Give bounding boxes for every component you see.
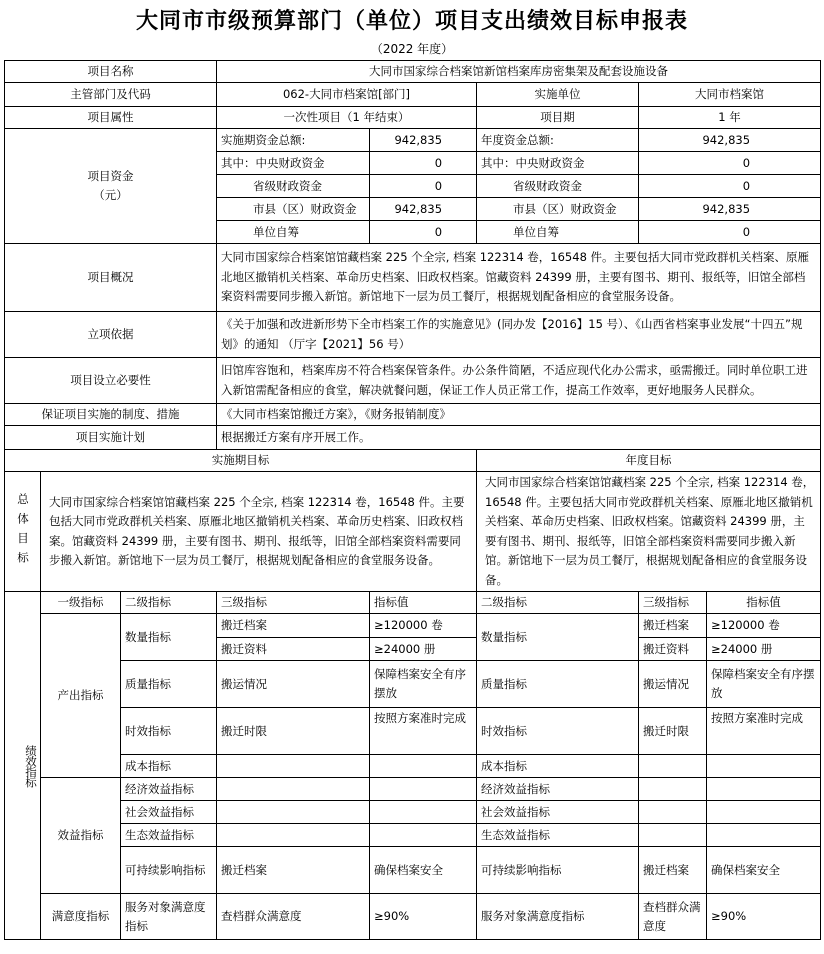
central-value-b: 0 bbox=[639, 152, 821, 175]
indicator-l3-year bbox=[639, 755, 707, 778]
year-total-value: 942,835 bbox=[639, 129, 821, 152]
header-level2-year: 二级指标 bbox=[477, 592, 639, 614]
indicator-l2: 质量指标 bbox=[121, 661, 217, 708]
indicator-l3-year bbox=[639, 778, 707, 801]
indicator-l3 bbox=[217, 801, 370, 824]
funds-unit-text: （元） bbox=[93, 188, 128, 202]
indicator-l2: 服务对象满意度指标 bbox=[121, 894, 217, 940]
indicator-l3-year: 搬迁档案 bbox=[639, 847, 707, 894]
indicator-l2-year: 可持续影响指标 bbox=[477, 847, 639, 894]
header-value-year: 指标值 bbox=[707, 592, 821, 614]
prov-label-a: 省级财政资金 bbox=[217, 175, 370, 198]
project-name-label: 项目名称 bbox=[5, 61, 217, 83]
performance-form-table bbox=[4, 60, 821, 940]
period-label: 项目期 bbox=[477, 107, 639, 129]
header-level3: 三级指标 bbox=[217, 592, 370, 614]
indicator-l3-year: 搬迁时限 bbox=[639, 708, 707, 755]
indicator-value-year bbox=[707, 824, 821, 847]
level1-output: 产出指标 bbox=[41, 614, 121, 778]
level1-satisfaction: 满意度指标 bbox=[41, 894, 121, 940]
indicator-l3: 搬迁资料 bbox=[217, 638, 370, 661]
indicator-value-year: ≥90% bbox=[707, 894, 821, 940]
indicator-value: 保障档案安全有序摆放 bbox=[370, 661, 477, 708]
impl-total-value: 942,835 bbox=[370, 129, 477, 152]
indicator-l2-year: 质量指标 bbox=[477, 661, 639, 708]
indicator-l3: 查档群众满意度 bbox=[217, 894, 370, 940]
indicator-l3: 搬迁档案 bbox=[217, 614, 370, 638]
indicator-l2-year: 生态效益指标 bbox=[477, 824, 639, 847]
indicator-l2-year: 经济效益指标 bbox=[477, 778, 639, 801]
indicator-l2: 成本指标 bbox=[121, 755, 217, 778]
indicator-l3 bbox=[217, 778, 370, 801]
self-label-a: 单位自筹 bbox=[217, 221, 370, 244]
system-value: 《大同市档案馆搬迁方案》，《财务报销制度》 bbox=[217, 404, 821, 426]
indicator-value bbox=[370, 755, 477, 778]
impl-goal-text: 大同市国家综合档案馆馆藏档案 225 个全宗, 档案 122314 卷，16548 件。主要包括大同市党政群机关档案、原雁北地区撤销机关档案、革命历史档案、旧政权档案。馆藏资料 24399 册，主要有图书、期刊、报纸等，旧馆全部档案资料需要同步搬入新馆。新馆地下一层为员工餐厅，根据规划配备相应的食堂服务设备。 bbox=[41, 472, 477, 592]
year-goal-text: 大同市国家综合档案馆馆藏档案 225 个全宗, 档案 122314 卷，16548 件。主要包括大同市党政群机关档案、原雁北地区撤销机关档案、革命历史档案、旧政权档案。馆藏资料 24399 册，主要有图书、期刊、报纸等，旧馆全部档案资料需要同步搬入新馆。新馆地下一层为员工餐厅，根据规划配备相应的食堂服务设备。 bbox=[477, 472, 821, 592]
indicator-l2-year: 数量指标 bbox=[477, 614, 639, 661]
header-level3-year: 三级指标 bbox=[639, 592, 707, 614]
indicator-value-year: 按照方案准时完成 bbox=[707, 708, 821, 755]
indicator-l2-year: 时效指标 bbox=[477, 708, 639, 755]
indicator-l2-year: 成本指标 bbox=[477, 755, 639, 778]
indicator-l3: 搬运情况 bbox=[217, 661, 370, 708]
dept-label: 主管部门及代码 bbox=[5, 83, 217, 107]
indicator-l2: 时效指标 bbox=[121, 708, 217, 755]
indicator-l3-year: 搬迁资料 bbox=[639, 638, 707, 661]
indicator-l3: 搬迁档案 bbox=[217, 847, 370, 894]
period-value: 1 年 bbox=[639, 107, 821, 129]
city-label-b: 市县（区）财政资金 bbox=[477, 198, 639, 221]
self-label-b: 单位自筹 bbox=[477, 221, 639, 244]
funds-label-text: 项目资金 bbox=[87, 169, 134, 183]
central-label-a: 其中：中央财政资金 bbox=[217, 152, 370, 175]
system-label: 保证项目实施的制度、措施 bbox=[5, 404, 217, 426]
attr-value: 一次性项目（1 年结束） bbox=[217, 107, 477, 129]
impl-unit-label: 实施单位 bbox=[477, 83, 639, 107]
indicator-l3 bbox=[217, 824, 370, 847]
central-value-a: 0 bbox=[370, 152, 477, 175]
indicator-value bbox=[370, 778, 477, 801]
city-value-a: 942,835 bbox=[370, 198, 477, 221]
indicator-value-year: 保障档案安全有序摆放 bbox=[707, 661, 821, 708]
indicator-l3-year: 搬迁档案 bbox=[639, 614, 707, 638]
header-level1: 一级指标 bbox=[41, 592, 121, 614]
prov-label-b: 省级财政资金 bbox=[477, 175, 639, 198]
basis-value: 《关于加强和改进新形势下全市档案工作的实施意见》(同办发【2016】15 号）、《山西省档案事业发展“十四五”规划》的通知 （厅字【2021】56 号） bbox=[217, 312, 821, 358]
necessity-value: 旧馆库容饱和，档案库房不符合档案保管条件。办公条件简陋，不适应现代化办公需求，亟需搬迁。同时单位职工进入新馆需配备相应的食堂，解决就餐问题，保证工作人员正常工作，提高工作效率，更好地服务人民群众。 bbox=[217, 358, 821, 404]
self-value-a: 0 bbox=[370, 221, 477, 244]
indicator-value bbox=[370, 801, 477, 824]
impl-total-label: 实施期资金总额: bbox=[217, 129, 370, 152]
self-value-b: 0 bbox=[639, 221, 821, 244]
dept-value: 062-大同市档案馆[部门] bbox=[217, 83, 477, 107]
indicator-l3-year bbox=[639, 801, 707, 824]
page-title: 大同市市级预算部门（单位）项目支出绩效目标申报表 bbox=[135, 9, 688, 34]
indicator-l2: 社会效益指标 bbox=[121, 801, 217, 824]
basis-label: 立项依据 bbox=[5, 312, 217, 358]
plan-value: 根据搬迁方案有序开展工作。 bbox=[217, 426, 821, 450]
impl-goal-header: 实施期目标 bbox=[5, 450, 477, 472]
indicator-l3-year: 搬运情况 bbox=[639, 661, 707, 708]
indicator-l3: 搬迁时限 bbox=[217, 708, 370, 755]
indicator-value: 按照方案准时完成 bbox=[370, 708, 477, 755]
indicator-value: ≥24000 册 bbox=[370, 638, 477, 661]
performance-indicators-label: 绩效指标 bbox=[5, 592, 41, 940]
indicator-l2-year: 服务对象满意度指标 bbox=[477, 894, 639, 940]
indicator-l2-year: 社会效益指标 bbox=[477, 801, 639, 824]
prov-value-a: 0 bbox=[370, 175, 477, 198]
indicator-value-year bbox=[707, 801, 821, 824]
overview-value: 大同市国家综合档案馆馆藏档案 225 个全宗, 档案 122314 卷，16548 件。主要包括大同市党政群机关档案、原雁北地区撤销机关档案、革命历史档案、旧政权档案。馆藏资料 24399 册，主要有图书、期刊、报纸等，旧馆全部档案资料需要同步搬入新馆。新馆地下一层为员工餐厅，根据规划配备相应的食堂服务设备。 bbox=[217, 244, 821, 312]
year-total-label: 年度资金总额: bbox=[477, 129, 639, 152]
city-label-a: 市县（区）财政资金 bbox=[217, 198, 370, 221]
project-name-value: 大同市国家综合档案馆新馆档案库房密集架及配套设施设备 bbox=[217, 61, 821, 83]
header-level2: 二级指标 bbox=[121, 592, 217, 614]
indicator-value bbox=[370, 824, 477, 847]
indicator-l2: 数量指标 bbox=[121, 614, 217, 661]
attr-label: 项目属性 bbox=[5, 107, 217, 129]
funds-label bbox=[5, 129, 217, 244]
indicator-value: ≥120000 卷 bbox=[370, 614, 477, 638]
prov-value-b: 0 bbox=[639, 175, 821, 198]
impl-unit-value: 大同市档案馆 bbox=[639, 83, 821, 107]
indicator-value: ≥90% bbox=[370, 894, 477, 940]
plan-label: 项目实施计划 bbox=[5, 426, 217, 450]
indicator-value-year: ≥24000 册 bbox=[707, 638, 821, 661]
overall-goal-label: 总体目标 bbox=[5, 472, 41, 592]
indicator-value-year: ≥120000 卷 bbox=[707, 614, 821, 638]
indicator-l3-year: 查档群众满意度 bbox=[639, 894, 707, 940]
necessity-label: 项目设立必要性 bbox=[5, 358, 217, 404]
indicator-l3 bbox=[217, 755, 370, 778]
indicator-value: 确保档案安全 bbox=[370, 847, 477, 894]
year-goal-header: 年度目标 bbox=[477, 450, 821, 472]
indicator-l2: 可持续影响指标 bbox=[121, 847, 217, 894]
indicator-l2: 经济效益指标 bbox=[121, 778, 217, 801]
city-value-b: 942,835 bbox=[639, 198, 821, 221]
indicator-value-year bbox=[707, 778, 821, 801]
overview-label: 项目概况 bbox=[5, 244, 217, 312]
indicator-value-year: 确保档案安全 bbox=[707, 847, 821, 894]
indicator-l2: 生态效益指标 bbox=[121, 824, 217, 847]
header-value: 指标值 bbox=[370, 592, 477, 614]
central-label-b: 其中：中央财政资金 bbox=[477, 152, 639, 175]
indicator-l3-year bbox=[639, 824, 707, 847]
indicator-value-year bbox=[707, 755, 821, 778]
level1-benefit: 效益指标 bbox=[41, 778, 121, 894]
year-label: （2022 年度） bbox=[370, 42, 454, 56]
